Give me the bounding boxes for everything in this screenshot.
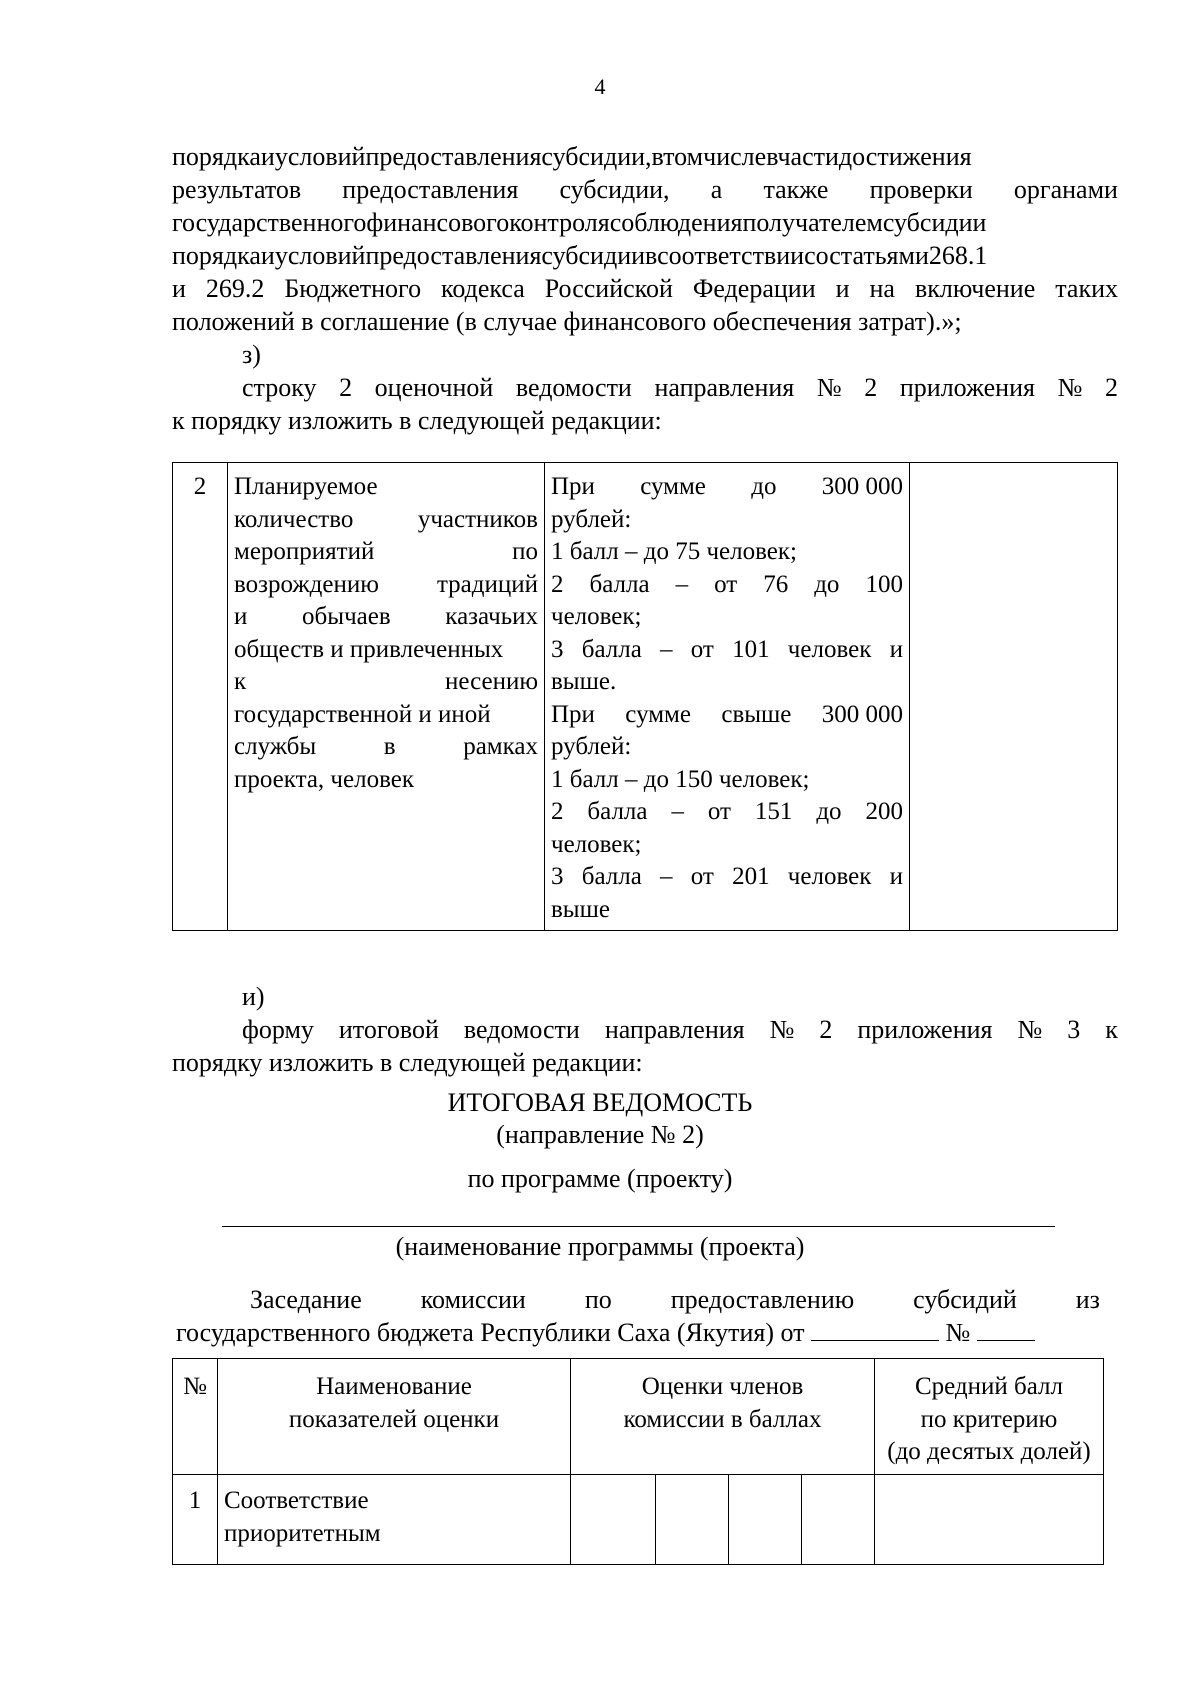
cell-line: человек; (551, 830, 642, 858)
intro-paragraph (172, 140, 1118, 338)
header-average: Средний балл по критерию (до десятых долей) (875, 1359, 1104, 1475)
program-caption: (наименование программы (проекта) (395, 1232, 805, 1261)
cell-line: службы в рамках (234, 733, 538, 760)
intro-line: государственногофинансовогоконтролясоблюденияполучателемсубсидии (172, 208, 987, 237)
item-i-line: порядку изложить в следующей редакции: (172, 1048, 643, 1077)
session-paragraph (176, 1283, 1100, 1349)
cell-line: выше (551, 895, 610, 923)
item-i-paragraph (172, 980, 1118, 1079)
form-subtitle: (направление № 2) (496, 1120, 704, 1149)
cell-line: мероприятий по (234, 538, 538, 565)
date-blank (811, 1318, 939, 1341)
form-title: ИТОГОВАЯ ВЕДОМОСТЬ (447, 1088, 753, 1117)
row-number: 2 (173, 463, 228, 931)
program-line: по программе (проекту) (467, 1164, 733, 1193)
cell-line: возрождению традиций (234, 570, 538, 598)
item-i-line (172, 980, 1118, 1046)
session-line: Заседание комиссии по предоставлению субсидий из (250, 1285, 1100, 1314)
cell-line: выше. (551, 668, 617, 695)
intro-line: порядкаиусловийпредоставлениясубсидиивсоответствиисостатьями268.1 (172, 241, 988, 270)
cell-line: рублей: (551, 505, 632, 533)
intro-line: положений в соглашение (в случае финансового обеспечения затрат).»; (172, 307, 962, 336)
score-cell (656, 1475, 729, 1565)
cell-line: 1 балл – до 75 человек; (551, 538, 797, 565)
item-z-text: строку 2 оценочной ведомости направления № 2 приложения № 2 (242, 373, 1118, 402)
score-cell (802, 1475, 875, 1565)
average-cell (875, 1475, 1104, 1565)
indicator-name (228, 463, 545, 931)
row-number: 1 (173, 1475, 218, 1565)
intro-line: результатов предоставления субсидии, а также проверки органами (172, 175, 1118, 204)
item-z-line (172, 338, 1118, 404)
table-row (173, 463, 1118, 931)
summary-table (172, 1358, 1104, 1565)
item-i-text: форму итоговой ведомости направления № 2 приложения № 3 к (242, 1015, 1118, 1044)
score-cell (571, 1475, 656, 1565)
evaluation-table-row-2 (172, 462, 1118, 931)
cell-line: 3 балла – от 101 человек и (551, 635, 903, 663)
intro-line: и 269.2 Бюджетного кодекса Российской Федерации и на включение таких (172, 274, 1118, 303)
cell-line: человек; (551, 603, 642, 630)
cell-line: к несению (234, 668, 538, 695)
cell-line: количество участников (234, 505, 538, 533)
cell-line: 1 балл – до 150 человек; (551, 765, 810, 793)
cell-line: обществ и привлеченных (234, 635, 504, 663)
cell-line: 2 балла – от 76 до 100 (551, 570, 903, 598)
cell-line: Планируемое (234, 473, 378, 500)
item-z-marker: з) (242, 340, 261, 369)
session-line: государственного бюджета Республики Саха (Якутия) от № (176, 1316, 1100, 1349)
cell-line: При сумме до 300 000 (551, 473, 903, 500)
intro-line: порядкаиусловийпредоставлениясубсидии,втомчислевчастидостижения (172, 142, 972, 171)
cell-line: При сумме свыше 300 000 (551, 700, 903, 728)
scoring-criteria (545, 463, 910, 931)
table-row (173, 1475, 1104, 1565)
header-scores: Оценки членов комиссии в баллах (571, 1359, 875, 1475)
cell-line: рублей: (551, 733, 632, 760)
cell-line: и обычаев казачьих (234, 603, 538, 630)
table-header-row (173, 1359, 1104, 1475)
item-z-line: к порядку изложить в следующей редакции: (172, 406, 662, 435)
item-i-marker: и) (242, 982, 265, 1011)
cell-line: проекта, человек (234, 765, 414, 793)
row-name: Соответствие приоритетным (218, 1475, 571, 1565)
program-name-blank (222, 1226, 1055, 1227)
header-name: Наименование показателей оценки (218, 1359, 571, 1475)
cell-line: 2 балла – от 151 до 200 (551, 798, 903, 825)
score-cell (729, 1475, 802, 1565)
item-z-paragraph (172, 338, 1118, 437)
header-number: № (173, 1359, 218, 1475)
page-number: 4 (594, 74, 606, 99)
number-sign: № (945, 1318, 971, 1347)
cell-line: государственной и иной (234, 700, 491, 728)
number-blank (977, 1318, 1035, 1341)
empty-cell (910, 463, 1118, 931)
cell-line: 3 балла – от 201 человек и (551, 863, 903, 890)
